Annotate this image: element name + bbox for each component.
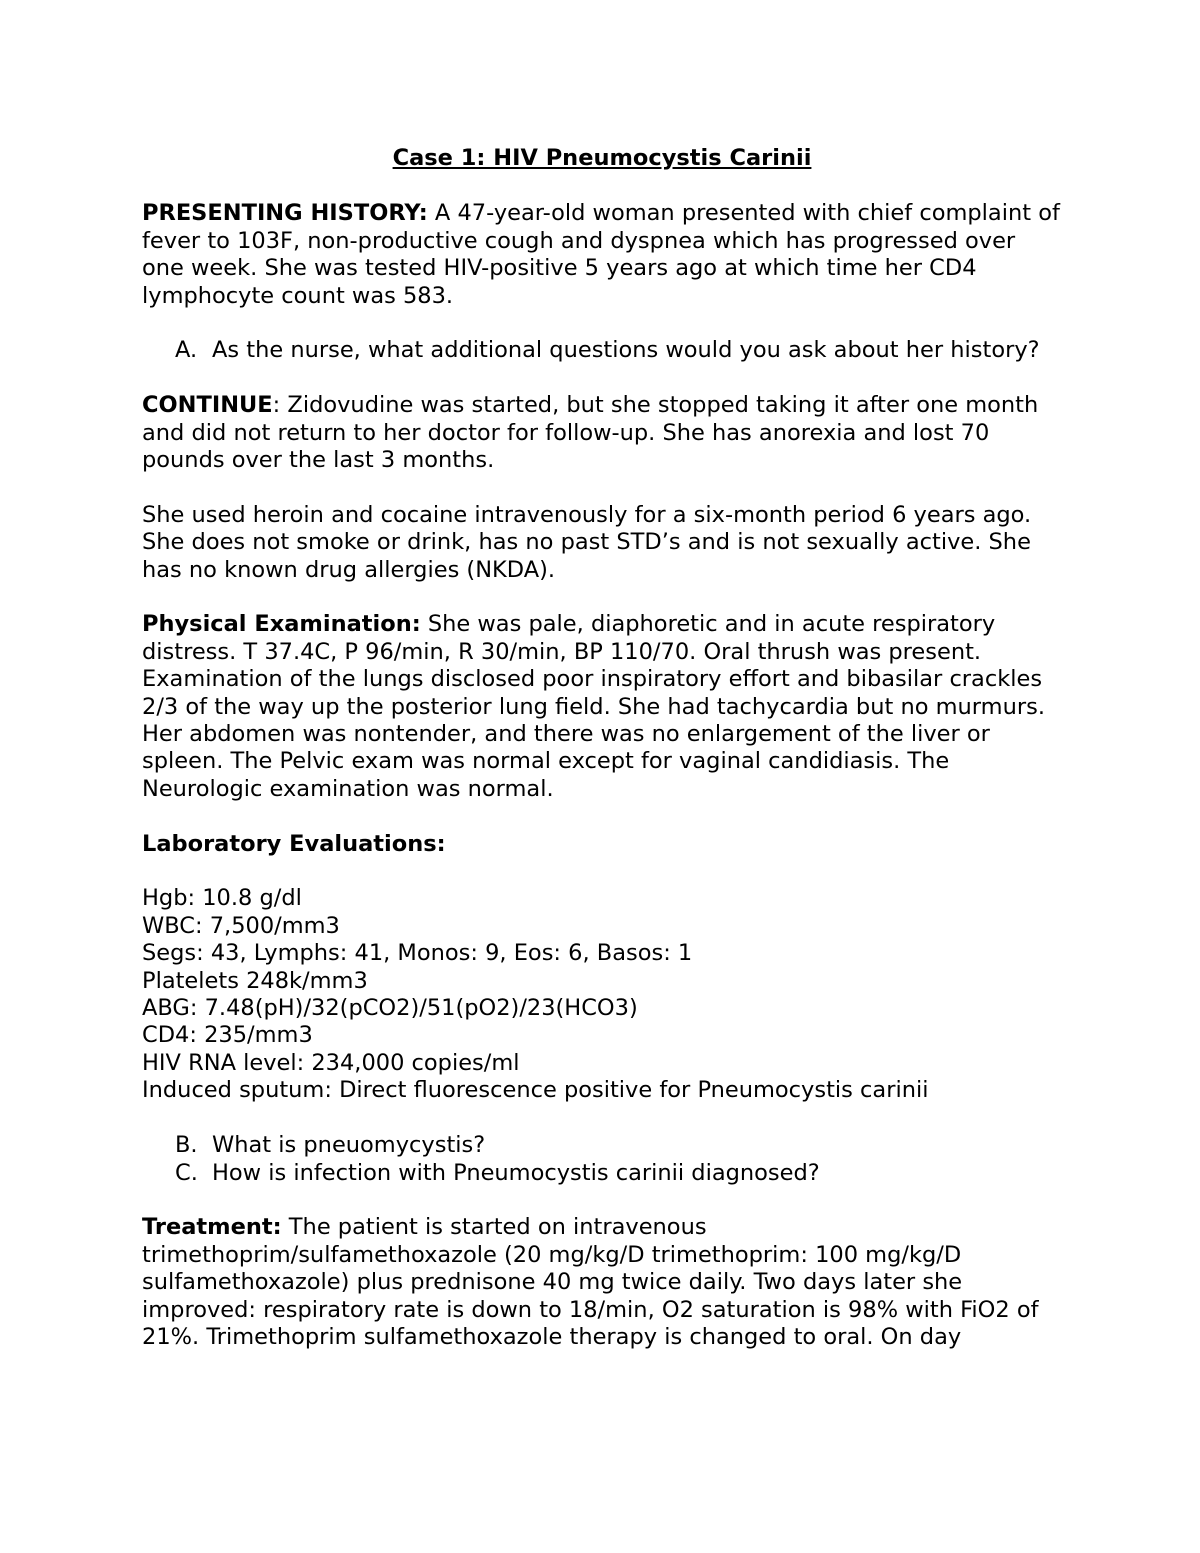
lab-line-sputum: Induced sputum: Direct fluorescence positive for Pneumocystis carinii <box>142 1077 929 1104</box>
lab-line-platelets: Platelets 248k/mm3 <box>142 967 368 994</box>
continue-text: : Zidovudine was started, but she stopped taking it after one month and did not return to her doctor for follow-up. She has anorexia and lost 70 pounds over the last 3 months. <box>142 392 1039 474</box>
lab-heading: Laboratory Evaluations: <box>142 830 446 857</box>
presenting-history-paragraph <box>142 200 1062 310</box>
treatment-label: Treatment: <box>142 1214 282 1241</box>
question-c-text: How is infection with Pneumocystis carinii diagnosed? <box>212 1159 820 1186</box>
treatment-text: The patient is started on intravenous trimethoprim/sulfamethoxazole (20 mg/kg/D trimethoprim: 100 mg/kg/D sulfamethoxazole) plus prednisone 40 mg twice daily. Two days later she improved: respiratory rate is down to 18/min, O2 saturation is 98% with FiO2 of 21%. Trimethoprim sulfamethoxazole therapy is changed to oral. On day <box>142 1214 1039 1350</box>
question-b-letter: B. <box>175 1132 198 1159</box>
question-b-text: What is pneuomycystis? <box>212 1132 486 1159</box>
question-a-list <box>142 337 1062 364</box>
treatment-paragraph <box>142 1214 1062 1351</box>
continue-label: CONTINUE <box>142 392 273 419</box>
presenting-history-label: PRESENTING HISTORY: <box>142 200 428 227</box>
lab-line-hgb: Hgb: 10.8 g/dl <box>142 885 302 912</box>
physical-exam-label: Physical Examination: <box>142 611 421 638</box>
question-b <box>142 1132 1062 1159</box>
lab-line-abg: ABG: 7.48(pH)/32(pCO2)/51(pO2)/23(HCO3) <box>142 995 638 1022</box>
lab-line-hiv-rna: HIV RNA level: 234,000 copies/ml <box>142 1049 520 1076</box>
question-c-letter: C. <box>175 1159 198 1186</box>
case-title: Case 1: HIV Pneumocystis Carinii <box>392 145 812 171</box>
lab-line-cd4: CD4: 235/mm3 <box>142 1022 313 1049</box>
lab-results-list <box>142 885 1062 1104</box>
continue-paragraph <box>142 392 1062 474</box>
question-a-letter: A. <box>175 337 198 364</box>
lab-line-wbc: WBC: 7,500/mm3 <box>142 912 340 939</box>
social-history-paragraph: She used heroin and cocaine intravenously for a six-month period 6 years ago. She does not smoke or drink, has no past STD’s and is not sexually active. She has no known drug allergies (NKDA). <box>142 501 1032 583</box>
question-bc-list <box>142 1132 1062 1187</box>
physical-exam-text: She was pale, diaphoretic and in acute respiratory distress. T 37.4C, P 96/min, R 30/min, BP 110/70. Oral thrush was present. Examination of the lungs disclosed poor inspiratory effort and bibasilar crackles 2/3 of the way up the posterior lung field. She had tachycardia but no murmurs. Her abdomen was nontender, and there was no enlargement of the liver or spleen. The Pelvic exam was normal except for vaginal candidiasis. The Neurologic examination was normal. <box>142 611 1045 802</box>
document-body <box>142 145 1062 1379</box>
presenting-history-text: A 47-year-old woman presented with chief complaint of fever to 103F, non-productive cough and dyspnea which has progressed over one week. She was tested HIV-positive 5 years ago at which time her CD4 lymphocyte count was 583. <box>142 200 1060 309</box>
question-a <box>142 337 1062 364</box>
question-c <box>142 1160 1062 1187</box>
question-a-text: As the nurse, what additional questions would you ask about her history? <box>212 337 1040 364</box>
lab-line-differential: Segs: 43, Lymphs: 41, Monos: 9, Eos: 6, Basos: 1 <box>142 940 693 967</box>
physical-exam-paragraph <box>142 611 1062 803</box>
